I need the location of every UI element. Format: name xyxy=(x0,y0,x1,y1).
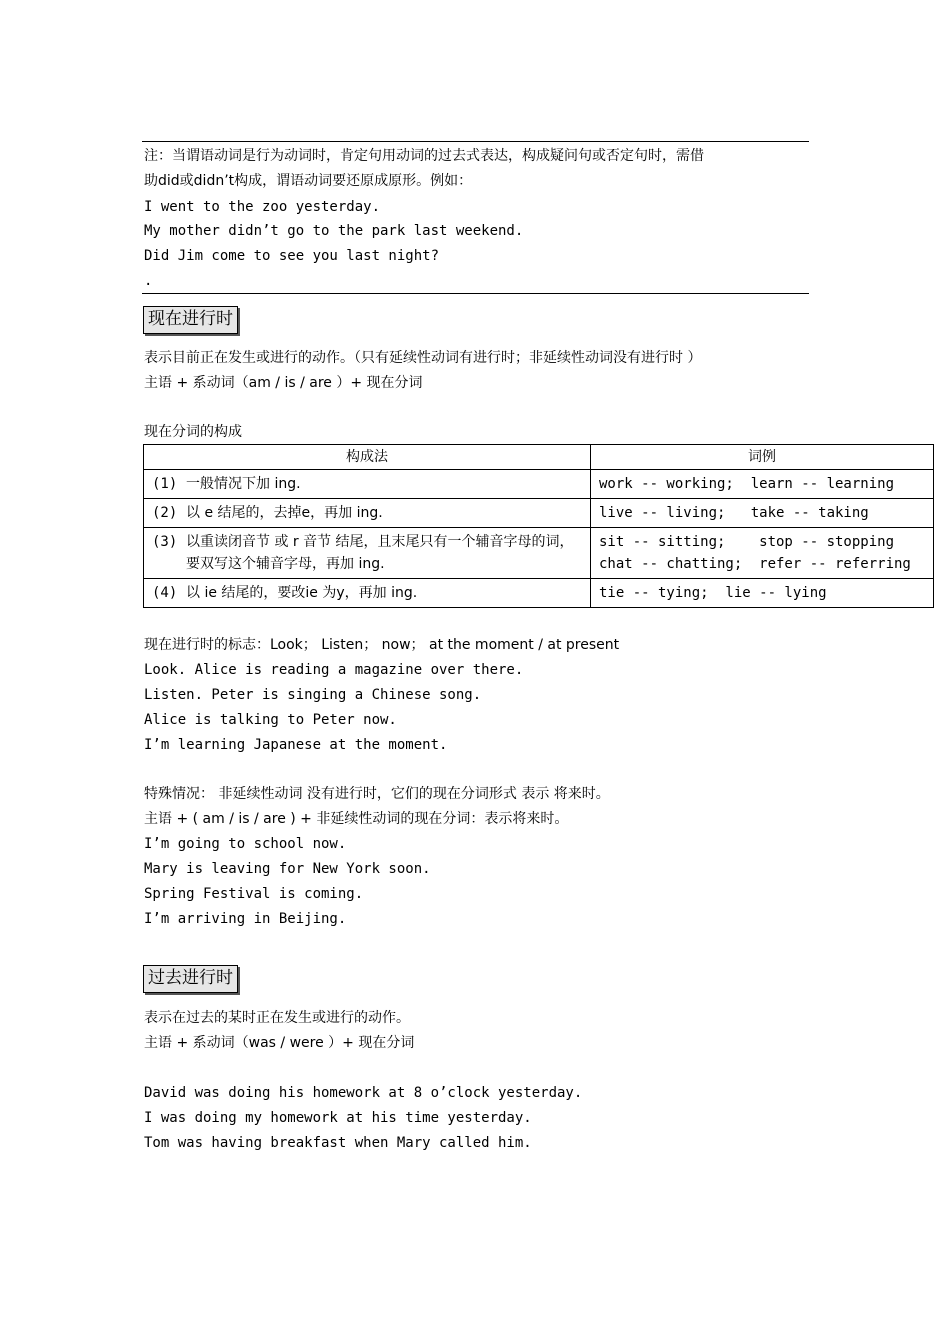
note-example-1: I went to the zoo yesterday. xyxy=(144,199,381,215)
present-continuous-definition: 表示目前正在发生或进行的动作。（只有延续性动词有进行时；非延续性动词没有进行时 ） xyxy=(144,350,702,366)
past-example-1: David was doing his homework at 8 o’clock yesterday. xyxy=(144,1085,583,1101)
special-structure: 主语 + ( am / is / are ) + 非延续性动词的现在分词：表示将来时。 xyxy=(144,811,569,827)
present-example-1: Look. Alice is reading a magazine over there. xyxy=(144,662,524,678)
past-continuous-definition: 表示在过去的某时正在发生或进行的动作。 xyxy=(144,1010,410,1026)
special-case: 特殊情况： 非延续性动词 没有进行时，它们的现在分词形式 表示 将来时。 xyxy=(144,786,610,802)
row-rule: 以 ie 结尾的，要改ie 为y，再加 ing. xyxy=(186,585,418,601)
note-dot: . xyxy=(144,273,153,289)
row-rule: 一般情况下加 ing. xyxy=(186,476,301,492)
table-header-row xyxy=(144,445,934,470)
row-examples: tie -- tying; lie -- lying xyxy=(591,579,934,608)
special-example-1: I’m going to school now. xyxy=(144,836,347,852)
bottom-divider xyxy=(142,293,809,294)
special-example-4: I’m arriving in Beijing. xyxy=(144,911,347,927)
present-continuous-structure: 主语 + 系动词（am / is / are ）+ 现在分词 xyxy=(144,375,423,391)
header-method: 构成法 xyxy=(144,445,591,470)
note-example-3: Did Jim come to see you last night? xyxy=(144,248,440,264)
present-continuous-heading: 现在进行时 xyxy=(143,306,238,334)
table-caption: 现在分词的构成 xyxy=(144,424,242,440)
special-example-3: Spring Festival is coming. xyxy=(144,886,364,902)
row-rule: 以重读闭音节 或 r 音节 结尾，且末尾只有一个辅音字母的词，要双写这个辅音字母，再加 ing. xyxy=(186,534,574,572)
table-row xyxy=(144,499,934,528)
row-examples: work -- working; learn -- learning xyxy=(591,470,934,499)
present-example-2: Listen. Peter is singing a Chinese song. xyxy=(144,687,482,703)
row-number: (1) xyxy=(152,476,178,492)
top-divider xyxy=(142,141,809,142)
note-line-2: 助did或didn’t构成，谓语动词要还原成原形。例如： xyxy=(144,173,473,189)
row-number: (4) xyxy=(152,585,178,601)
row-number: (3) xyxy=(152,534,178,550)
row-examples: live -- living; take -- taking xyxy=(591,499,934,528)
past-example-3: Tom was having breakfast when Mary called him. xyxy=(144,1135,532,1151)
row-examples: sit -- sitting; stop -- stopping chat -- chatting; refer -- referring xyxy=(591,528,934,579)
row-number: (2) xyxy=(152,505,178,521)
table-row xyxy=(144,528,934,579)
present-example-4: I’m learning Japanese at the moment. xyxy=(144,737,448,753)
past-example-2: I was doing my homework at his time yesterday. xyxy=(144,1110,532,1126)
note-line-1: 注：当谓语动词是行为动词时，肯定句用动词的过去式表达，构成疑问句或否定句时，需借 xyxy=(144,148,704,164)
note-example-2: My mother didn’t go to the park last weekend. xyxy=(144,223,524,239)
special-example-2: Mary is leaving for New York soon. xyxy=(144,861,431,877)
present-example-3: Alice is talking to Peter now. xyxy=(144,712,397,728)
header-examples: 词例 xyxy=(591,445,934,470)
table-row xyxy=(144,470,934,499)
present-continuous-markers: 现在进行时的标志：Look； Listen； now； at the moment / at present xyxy=(144,637,620,653)
row-rule: 以 e 结尾的，去掉e，再加 ing. xyxy=(186,505,383,521)
table-row xyxy=(144,579,934,608)
participle-formation-table xyxy=(143,444,934,608)
past-continuous-heading: 过去进行时 xyxy=(143,965,238,993)
past-continuous-structure: 主语 + 系动词（was / were ）+ 现在分词 xyxy=(144,1035,415,1051)
